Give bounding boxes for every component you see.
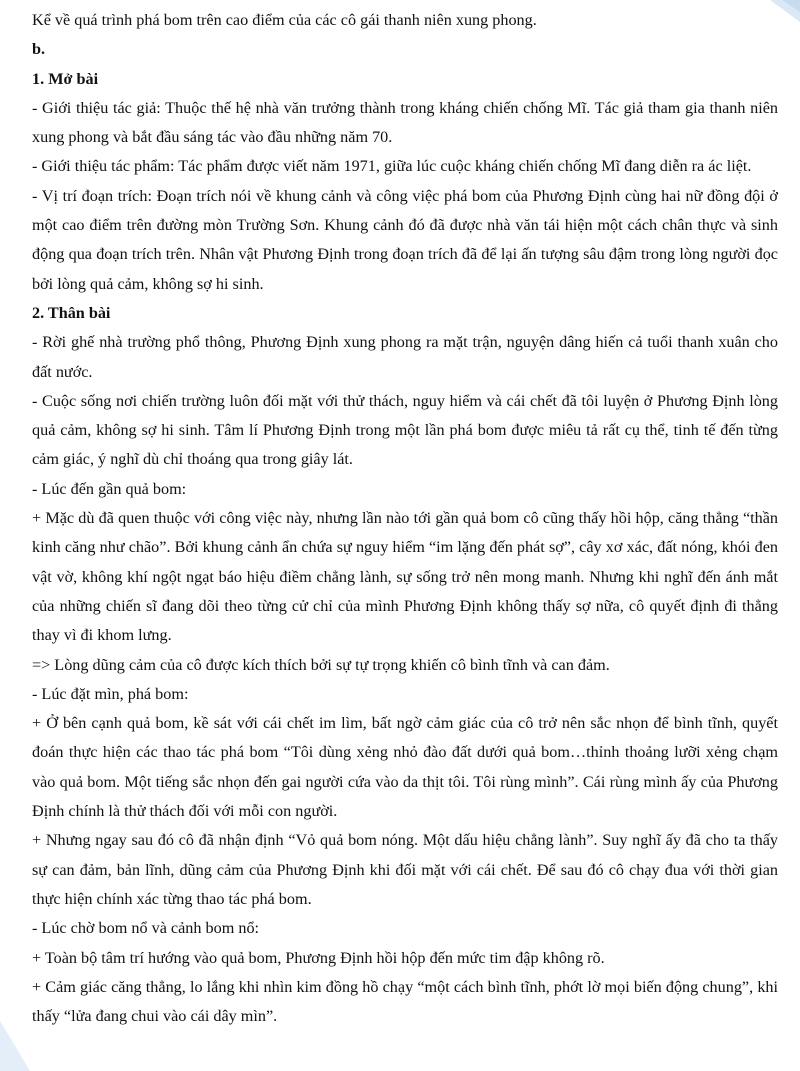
document-body [32,6,778,1031]
paragraph: => Lòng dũng cảm của cô được kích thích bởi sự tự trọng khiến cô bình tĩnh và can đảm. [32,655,610,674]
paragraph: - Giới thiệu tác giả: Thuộc thế hệ nhà văn trưởng thành trong kháng chiến chống Mĩ. Tác giả tham gia thanh niên xung phong và bắt đầu sáng tác vào đầu những năm 70. [32,98,778,147]
paragraph: + Toàn bộ tâm trí hướng vào quả bom, Phương Định hồi hộp đến mức tim đập không rõ. [32,948,605,967]
paragraph: Kể về quá trình phá bom trên cao điểm của các cô gái thanh niên xung phong. [32,11,537,29]
section-heading: 2. Thân bài [32,303,111,322]
paragraph: - Cuộc sống nơi chiến trường luôn đối mặt với thử thách, nguy hiểm và cái chết đã tôi luyện ở Phương Định lòng quả cảm, không sợ hi sinh. Tâm lí Phương Định trong một lần phá bom được miêu tả rất cụ thể, tinh tế đến từng cảm giác, ý nghĩ dù chỉ thoáng qua trong giây lát. [32,391,778,469]
paragraph: + Mặc dù đã quen thuộc với công việc này, nhưng lần nào tới gần quả bom cô cũng thấy hồi hộp, căng thẳng “thần kinh căng như chão”. Bởi khung cảnh ẩn chứa sự nguy hiểm “im lặng đến phát sợ”, cây xơ xác, đất nóng, khói đen vật vờ, không khí ngột ngạt báo hiệu điềm chẳng lành, sự sống trở nên mong manh. Nhưng khi nghĩ đến ánh mắt của những chiến sĩ đang dõi theo từng cử chỉ của mình Phương Định không thấy sợ nữa, cô quyết định đi thẳng thay vì đi khom lưng. [32,509,778,645]
paragraph: - Lúc chờ bom nổ và cảnh bom nổ: [32,919,260,938]
paragraph: - Giới thiệu tác phẩm: Tác phẩm được viết năm 1971, giữa lúc cuộc kháng chiến chống Mĩ đang diễn ra ác liệt. [32,157,752,176]
paragraph: + Nhưng ngay sau đó cô đã nhận định “Vỏ quả bom nóng. Một dấu hiệu chẳng lành”. Suy nghĩ ấy đã cho ta thấy sự can đảm, bản lĩnh, dũng cảm của Phương Định khi đối mặt với cái chết. Để sau đó cô chạy đua với thời gian thực hiện chính xác từng thao tác phá bom. [32,831,778,908]
paragraph: + Cảm giác căng thẳng, lo lắng khi nhìn kim đồng hồ chạy “một cách bình tĩnh, phớt lờ mọi biến động chung”, khi thấy “lửa đang chui vào cái dây mìn”. [32,977,778,1026]
paragraph: - Lúc đặt mìn, phá bom: [32,684,189,703]
paragraph: - Rời ghế nhà trường phổ thông, Phương Định xung phong ra mặt trận, nguyện dâng hiến cả tuổi thanh xuân cho đất nước. [32,333,778,381]
section-heading: b. [32,40,46,59]
section-heading: 1. Mở bài [32,69,99,88]
paragraph: - Vị trí đoạn trích: Đoạn trích nói về khung cảnh và công việc phá bom của Phương Định cùng hai nữ đồng đội ở một cao điểm trên đường mòn Trường Sơn. Khung cảnh đó đã được nhà văn tái hiện một cách chân thực và sinh động qua đoạn trích trên. Nhân vật Phương Định trong đoạn trích đã để lại ấn tượng sâu đậm trong lòng người đọc bởi lòng quả cảm, không sợ hi sinh. [32,186,778,293]
paragraph: + Ở bên cạnh quả bom, kề sát với cái chết im lìm, bất ngờ cảm giác của cô trở nên sắc nhọn để bình tĩnh, quyết đoán thực hiện các thao tác phá bom “Tôi dùng xẻng nhỏ đào đất dưới quả bom…thỉnh thoảng lưỡi xẻng chạm vào quả bom. Một tiếng sắc nhọn đến gai người cứa vào da thịt tôi. Tôi rùng mình”. Cái rùng mình ấy của Phương Định chính là thử thách đối với mỗi con người. [32,714,778,821]
paragraph: - Lúc đến gần quả bom: [32,479,187,498]
